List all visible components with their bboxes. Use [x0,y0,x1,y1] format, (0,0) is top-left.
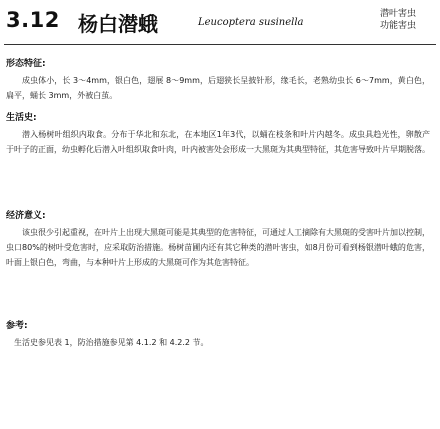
section-heading: 参考: [6,321,28,331]
section-heading: 经济意义: [6,211,46,221]
header-divider [4,44,436,45]
section-habits [6,110,430,157]
category-tag [380,8,428,32]
section-body: 该虫很少引起重视，在叶片上出现大黑斑可能是其典型的危害特征，可通过人工摘除有大黑斑的受害叶片加以控制，虫口80%的树叶受危害时，应采取防治措施。杨树苗圃内还有其它种类的潜叶害虫，如8月份可看到杨银潜叶蛾的危害，叶面上银白色，弯曲，与本种叶片上形成的大黑斑可作为其危害特征。 [6,228,430,267]
section-heading: 形态特征: [6,59,46,69]
section-heading: 生活史: [6,113,37,123]
section-economic [6,208,430,270]
section-body: 潜入杨树叶组织内取食。分布于华北和东北，在本地区1年3代，以蛹在枝条和叶片内越冬。成虫具趋光性，卵散产于叶子的正面，幼虫孵化后潜入叶组织取食叶肉，叶内被害处会形成一大黑斑为其典型特征，其危害导致叶片早期脱落。 [6,130,430,154]
category-line-1: 潜叶害虫 [380,9,417,19]
section-body: 成虫体小，长 3～4mm，银白色，翅展 8～9mm，后翅狭长呈披针形，缘毛长，老熟幼虫长 6～7mm，黄白色，扁平，蛹长 3mm，外被白茧。 [6,76,430,100]
section-reference [6,318,430,350]
entry-header [4,6,434,40]
section-body: 生活史参见表 1，防治措施参见第 4.1.2 和 4.2.2 节。 [14,338,209,347]
title-latin: Leucoptera susinella [198,17,304,28]
entry-number: 3.12 [6,8,60,32]
section-morphology [6,56,430,103]
title-chinese: 杨白潜蛾 [78,12,158,36]
category-line-2: 功能害虫 [380,21,417,31]
